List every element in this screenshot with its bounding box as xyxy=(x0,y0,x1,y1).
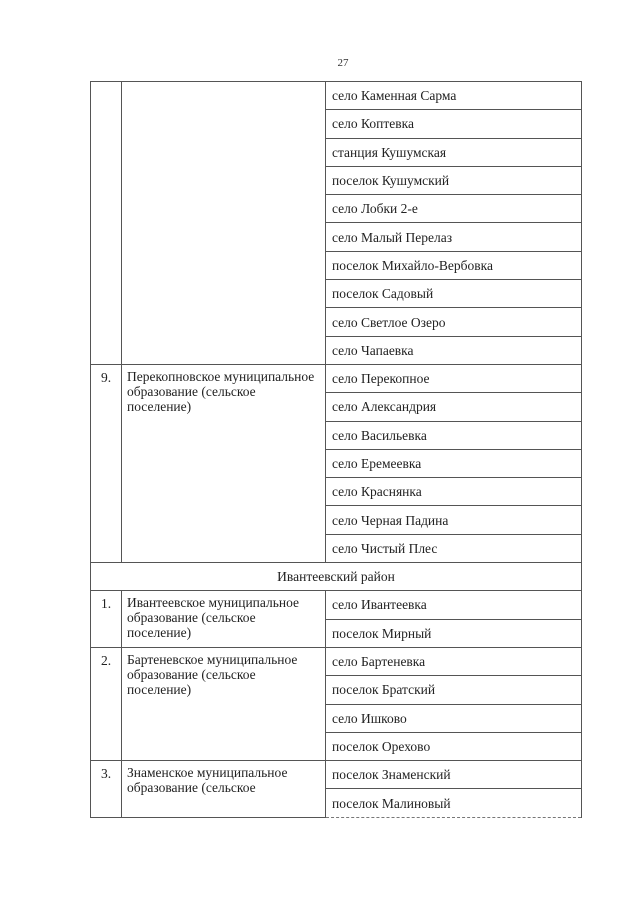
table-row xyxy=(91,591,582,619)
municipality-name: Знаменское муниципальное образование (сельское xyxy=(122,761,326,818)
row-number xyxy=(91,82,122,365)
settlement-name: село Бартеневка xyxy=(326,647,582,675)
settlement-name: село Александрия xyxy=(326,393,582,421)
settlement-name: поселок Малиновый xyxy=(326,789,582,817)
municipality-name: Перекопновское муниципальное образование (сельское поселение) xyxy=(122,364,326,562)
settlements-table xyxy=(90,81,582,818)
settlement-name: поселок Садовый xyxy=(326,280,582,308)
settlement-name: поселок Братский xyxy=(326,676,582,704)
settlement-name: село Черная Падина xyxy=(326,506,582,534)
settlement-name: село Каменная Сарма xyxy=(326,82,582,110)
settlement-name: станция Кушумская xyxy=(326,138,582,166)
row-number: 1. xyxy=(91,591,122,648)
settlement-name: село Еремеевка xyxy=(326,449,582,477)
settlement-name: село Краснянка xyxy=(326,478,582,506)
settlement-name: село Ивантеевка xyxy=(326,591,582,619)
table-row xyxy=(91,82,582,110)
settlement-name: село Ишково xyxy=(326,704,582,732)
settlement-name: село Коптевка xyxy=(326,110,582,138)
table-row xyxy=(91,364,582,392)
settlement-name: поселок Мирный xyxy=(326,619,582,647)
municipality-name xyxy=(122,82,326,365)
district-row xyxy=(91,563,582,591)
settlement-name: поселок Михайло-Вербовка xyxy=(326,251,582,279)
settlement-name: поселок Знаменский xyxy=(326,761,582,789)
settlement-name: село Светлое Озеро xyxy=(326,308,582,336)
table-row xyxy=(91,761,582,789)
municipality-name: Ивантеевское муниципальное образование (сельское поселение) xyxy=(122,591,326,648)
settlement-name: село Лобки 2-е xyxy=(326,195,582,223)
municipality-name: Бартеневское муниципальное образование (сельское поселение) xyxy=(122,647,326,760)
row-number: 3. xyxy=(91,761,122,818)
row-number: 2. xyxy=(91,647,122,760)
settlement-name: село Перекопное xyxy=(326,364,582,392)
settlement-name: село Малый Перелаз xyxy=(326,223,582,251)
settlement-name: село Чистый Плес xyxy=(326,534,582,562)
settlement-name: поселок Кушумский xyxy=(326,166,582,194)
settlement-name: село Чапаевка xyxy=(326,336,582,364)
settlement-name: поселок Орехово xyxy=(326,732,582,760)
district-name: Ивантеевский район xyxy=(91,563,582,591)
page-number: 27 xyxy=(337,57,349,69)
row-number: 9. xyxy=(91,364,122,562)
table-row xyxy=(91,647,582,675)
settlement-name: село Васильевка xyxy=(326,421,582,449)
